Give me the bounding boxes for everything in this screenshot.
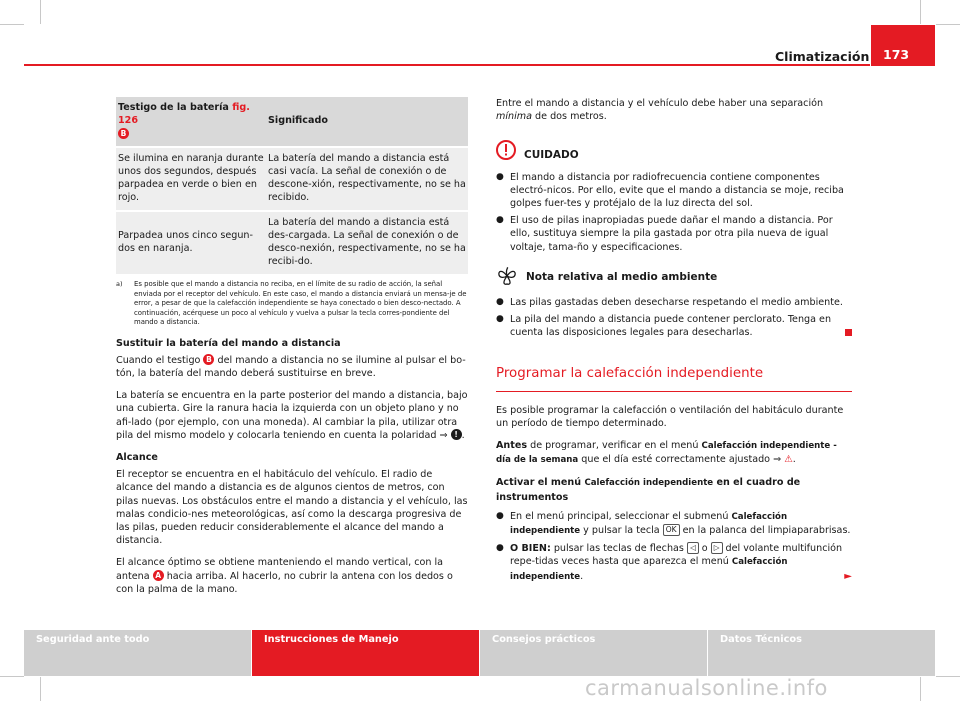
battery-indicator-table <box>116 97 468 274</box>
callout-badge-b: B <box>118 128 129 139</box>
list-item: ● El uso de pilas inapropiadas puede dañar el mando a distancia. Por ello, sustituya siempre la pila gastada por otra pila nueva de igual voltaje, tama-ño y especificaciones. <box>496 215 833 253</box>
table-header-row <box>116 97 468 147</box>
tab-safety[interactable]: Seguridad ante todo <box>24 630 251 676</box>
footnote-text: Es posible que el mando a distancia no reciba, en el límite de su radio de acción, la señal enviada por el receptor del vehículo. En este caso, el mando a distancia enviará un mensa-je de error, a pesar de que la calefacción independiente se haya conectado o bien desco-nectado. A continuación, acérquese un poco al vehículo y vuelva a pulsar la tecla corres-pondiente del mando a distancia. <box>134 280 467 326</box>
arrow-left-key: ◁ <box>687 542 699 554</box>
crop-mark <box>920 677 921 701</box>
caution-icon <box>496 140 516 164</box>
list-item: ● La pila del mando a distancia puede contener perclorato. Tenga en cuenta las disposiciones legales para desecharlas. <box>496 313 852 339</box>
table-cell: La batería del mando a distancia está des-cargada. La señal de conexión o de desco-nexión, respectivamente, no se ha recibi-do. <box>266 211 468 274</box>
activate-menu-heading: Activar el menú Calefacción independiente en el cuadro de instrumentos <box>496 477 801 503</box>
tab-operating-instructions[interactable]: Instrucciones de Manejo <box>252 630 479 676</box>
tab-practical-tips[interactable]: Consejos prácticos <box>480 630 707 676</box>
crop-mark <box>40 677 41 701</box>
range-paragraph-1: El receptor se encuentra en el habitáculo del vehículo. El radio de alcance del mando a distancia es de algunos cientos de metros, con pilas nuevas. Los obstáculos entre el mando a distancia y el vehículo, las malas condicio-nes meteorológicas, así como la descarga progresiva de las pilas, pueden reducir considerablemente el alcance del mando a distancia. <box>116 469 468 547</box>
ok-key: OK <box>663 524 680 536</box>
watermark: carmanualsonline.info <box>585 676 828 700</box>
range-paragraph-2: El alcance óptimo se obtiene manteniendo el mando vertical, con la antena A hacia arriba. Al hacerlo, no cubrir la antena con los dedos o con la palma de la mano. <box>116 557 453 595</box>
environment-title: Nota relativa al medio ambiente <box>526 271 718 284</box>
caution-ref-icon[interactable]: ! <box>451 429 462 440</box>
right-column <box>496 97 852 584</box>
table-header-meaning: Significado <box>266 97 468 147</box>
table-cell: Se ilumina en naranja durante unos dos segundos, después parpadea en verde o bien en rojo. <box>116 147 266 211</box>
list-item: ● O BIEN: pulsar las teclas de flechas ◁ o ▷ del volante multifunción repe-tidas veces hasta que aparezca el menú Calefacción independiente. ► <box>496 543 852 582</box>
crop-mark <box>0 24 24 25</box>
menu-name: Calefacción independiente <box>510 511 788 537</box>
footnote-mark: a) <box>116 280 123 288</box>
arrow-right-key: ▷ <box>711 542 723 554</box>
warning-ref-icon[interactable]: ⚠ <box>784 454 793 466</box>
list-item: ● El mando a distancia por radiofrecuencia contiene componentes electró-nicos. Por ello, evite que el mando a distancia se moje, reciba golpes fuer-tes y protéjalo de la luz directa del sol. <box>496 171 844 210</box>
figure-reference-link[interactable]: fig. 126 <box>118 102 250 126</box>
caution-heading <box>496 140 852 164</box>
caution-title: CUIDADO <box>524 149 579 162</box>
table-cell: Parpadea unos cinco segun-dos en naranja. <box>116 211 266 274</box>
list-item: ● En el menú principal, seleccionar el submenú Calefacción independiente y pulsar la tecla OK en la palanca del limpiaparabrisas. <box>496 510 851 537</box>
range-heading: Alcance <box>116 451 158 463</box>
section-end-marker <box>845 329 852 336</box>
programming-intro: Es posible programar la calefacción o ventilación del habitáculo durante un período de tiempo determinado. <box>496 404 844 429</box>
battery-heading: Sustituir la batería del mando a distancia <box>116 337 341 349</box>
environment-leaf-icon <box>496 266 518 290</box>
crop-mark <box>0 676 24 677</box>
battery-paragraph-1: Cuando el testigo B del mando a distancia no se ilumine al pulsar el bo-tón, la batería del mando deberá sustituirse en breve. <box>116 354 466 379</box>
menu-name: Calefacción independiente - día de la semana <box>496 441 837 466</box>
left-column <box>116 97 468 596</box>
crop-mark <box>40 0 41 24</box>
tab-technical-data[interactable]: Datos Técnicos <box>708 630 935 676</box>
footer-nav <box>24 630 935 676</box>
before-programming-paragraph: Antes de programar, verificar en el menú Calefacción independiente - día de la semana que el día esté correctamente ajustado ⇒ ⚠. <box>496 440 837 466</box>
battery-paragraph-2: La batería se encuentra en la parte posterior del mando a distancia, bajo una cubierta. Gire la ranura hacia la izquierda con un objeto plano y no afi-lado (por ejemplo, con una moneda). Al cambiar la pila, utilizar otra pila del mismo modelo y colocarla teniendo en cuenta la polaridad ⇒ ! . <box>116 390 468 441</box>
header-section-title: Climatización <box>775 49 870 64</box>
table-cell: La batería del mando a distancia está casi vacía. La señal de conexión o de descone-xión, respectivamente, no se ha recibido. <box>266 147 468 211</box>
menu-name: Calefacción independiente <box>584 478 714 489</box>
environment-heading <box>496 266 852 290</box>
callout-badge-a: A <box>153 570 164 581</box>
section-rule <box>496 391 852 392</box>
page-number: 173 <box>871 25 935 66</box>
crop-mark <box>920 0 921 24</box>
crop-mark <box>936 676 960 677</box>
header-rule <box>24 64 870 66</box>
menu-name: Calefacción independiente <box>510 557 788 582</box>
section-title: Programar la calefacción independiente <box>496 365 764 381</box>
table-row <box>116 211 468 274</box>
table-row <box>116 147 468 211</box>
callout-badge-b: B <box>203 354 214 365</box>
list-item: ● Las pilas gastadas deben desecharse respetando el medio ambiente. <box>496 297 843 309</box>
crop-mark <box>936 24 960 25</box>
continue-arrow-icon: ► <box>844 570 852 582</box>
distance-paragraph: Entre el mando a distancia y el vehículo debe haber una separación mínima de dos metros. <box>496 98 824 123</box>
table-footnote <box>116 280 468 328</box>
table-header-indicator: Testigo de la batería fig. 126 B <box>116 97 266 147</box>
